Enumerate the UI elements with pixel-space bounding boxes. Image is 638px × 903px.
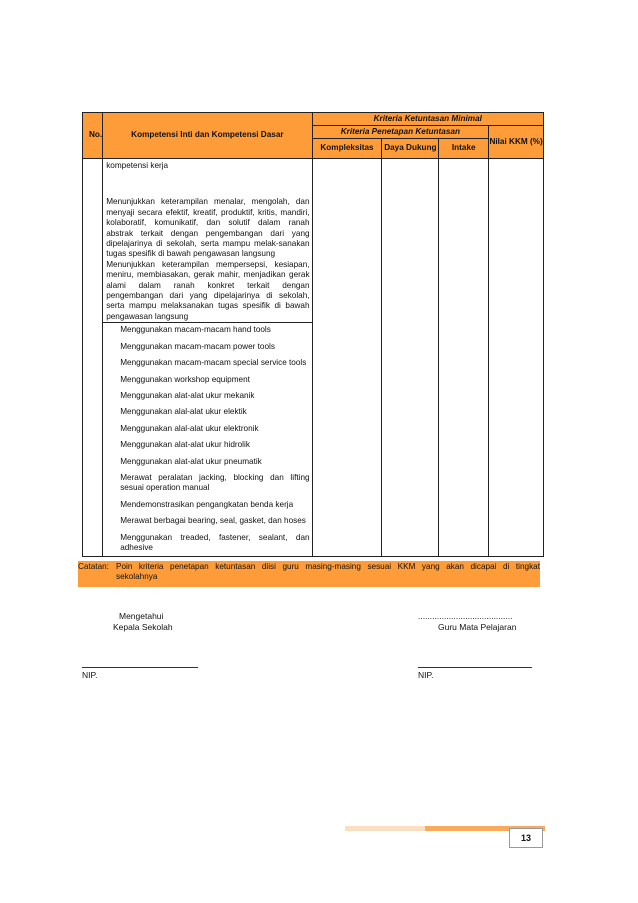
catatan-text-line1: Poin kriteria penetapan ketuntasan diisi guru masing-masing sesuai KKM yang akan dicapai di tingkat [116, 562, 540, 571]
cell-kompetensi [103, 159, 312, 557]
nip-right: NIP. [418, 670, 434, 680]
header-intake: Intake [439, 139, 489, 159]
cell-no [83, 159, 103, 557]
header-daya-dukung: Daya Dukung [382, 139, 439, 159]
list-item: Menggunakan macam-macam special service tools [120, 358, 307, 368]
nip-left: NIP. [82, 670, 98, 680]
text-line: dipelajarinya di sekolah, serta mampu melak-sanakan [106, 239, 310, 249]
mengetahui-label: Mengetahui [119, 611, 164, 621]
list-item: Merawat berbagai bearing, seal, gasket, dan hoses [120, 516, 306, 526]
teacher-name-placeholder: ........................................ [418, 611, 513, 621]
list-item: Menggunakan alal-alat ukur elektronik [120, 423, 259, 433]
text-line: alami dalam ranah konkret terkait dengan [106, 280, 310, 290]
list-item: Menggunakan alat-alat ukur mekanik [120, 390, 255, 400]
cell-kompleksitas[interactable] [312, 159, 382, 557]
list-item: Menggunakan alat-alat ukur hidrolik [120, 440, 250, 450]
header-kriteria-penetapan: Kriteria Penetapan Ketuntasan [312, 126, 489, 139]
text-line: serta mampu melaksanakan tugas spesifik di bawah [106, 301, 310, 311]
text-line: pengawasan langsung [106, 311, 189, 321]
header-kompetensi: Kompetensi Inti dan Kompetensi Dasar [103, 113, 312, 159]
signature-line-right [418, 667, 532, 668]
list-item: Menggunakan alat-alat ukur pneumatik [120, 456, 262, 466]
paragraph-keterampilan-mempersepsi [106, 260, 309, 322]
list-item: Merawat peralatan jacking, blocking dan lifting sesuai operation manual [120, 472, 310, 493]
catatan-note [78, 561, 540, 587]
cell-nilai-kkm[interactable] [489, 159, 544, 557]
text-line: Menunjukkan keterampilan mempersepsi, kesiapan, [106, 259, 310, 269]
header-nilai-kkm: Nilai KKM (%) [489, 126, 544, 159]
list-item: Menggunakan alal-alat ukur elektik [120, 407, 247, 417]
text-line: abstrak terkait dengan pengembangan dari yang [106, 228, 310, 238]
catatan-text-line2: sekolahnya [116, 572, 158, 581]
cell-intake[interactable] [439, 159, 489, 557]
intro-line: kompetensi kerja [106, 161, 169, 170]
text-line: menyaji secara efektif, kreatif, produktif, kritis, mandiri, [106, 207, 310, 217]
list-item: Menggunakan treaded, fastener, sealant, dan adhesive [120, 532, 310, 552]
kkm-table [82, 112, 544, 557]
text-line: tugas spesifik di bawah pengawasan langsung [106, 249, 276, 259]
header-no: No. [83, 113, 103, 159]
catatan-label: Catatan: [78, 562, 109, 571]
text-line: Menunjukkan keterampilan menalar, mengolah, dan [106, 197, 310, 207]
table-row [83, 159, 544, 557]
page-number: 13 [509, 828, 543, 848]
list-item: Mendemonstrasikan pengangkatan benda kerja [120, 499, 294, 509]
header-kkm: Kriteria Ketuntasan Minimal [312, 113, 543, 126]
text-line: meniru, membiasakan, gerak mahir, menjadikan gerak [106, 270, 310, 280]
list-item: Menggunakan macam-macam power tools [120, 341, 275, 351]
cell-daya-dukung[interactable] [382, 159, 439, 557]
signature-line-left [82, 667, 198, 668]
header-kompleksitas: Kompleksitas [312, 139, 382, 159]
text-line: pengembangan dari yang dipelajarinya di sekolah, [106, 291, 310, 301]
paragraph-keterampilan-menalar [106, 197, 309, 259]
list-item: Menggunakan macam-macam hand tools [120, 325, 271, 335]
list-item: Menggunakan workshop equipment [120, 374, 250, 384]
guru-mata-pelajaran-label: Guru Mata Pelajaran [438, 622, 517, 632]
kepala-sekolah-label: Kepala Sekolah [113, 622, 173, 632]
text-line: kolaboratif, komunikatif, dan solutif dalam ranah [106, 218, 310, 228]
